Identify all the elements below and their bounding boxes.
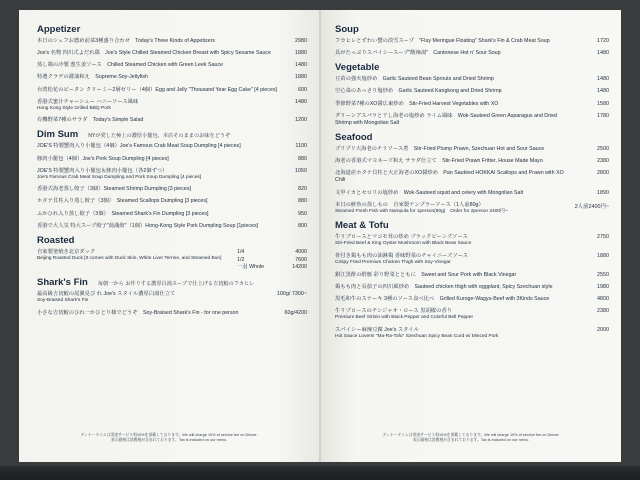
menu-item xyxy=(335,284,609,291)
duck-price: 14200 xyxy=(292,264,307,271)
section-header xyxy=(335,132,609,143)
menu-item xyxy=(37,186,307,193)
menu-item xyxy=(37,168,307,182)
menu-section xyxy=(335,62,609,127)
item-name: 具がたっぷりスパイシースープ"酸辣湯" Cantonese Hot n' Sour Soup xyxy=(335,50,501,57)
item-text-group xyxy=(335,272,516,279)
item-text-group xyxy=(335,284,553,291)
item-text-group xyxy=(335,101,498,108)
item-text-group xyxy=(37,117,143,124)
item-name: 有機野菜7種のサラダ Today's Simple Salad xyxy=(37,117,144,124)
item-name: Joe's 名物 四川式よだれ鶏 Joe's Style Chilled Steamed Chicken Breast with Spicy Sesame Sauce xyxy=(37,50,271,57)
item-name-en: Joe's Famous Crab Meat Soup Dumpling and Pork Soup Dumpling [4 pieces] xyxy=(37,174,202,180)
item-name: 特選クラゲの醤油和え Supreme Soy-Jellyfish xyxy=(37,74,148,81)
item-price: 2380 xyxy=(597,307,609,314)
duck-price: 4000 xyxy=(295,248,307,255)
section-title: Dim Sum xyxy=(37,129,79,141)
item-text-group xyxy=(37,99,138,113)
section-header xyxy=(335,220,609,231)
item-text-group xyxy=(335,234,471,248)
menu-item xyxy=(37,156,307,163)
item-text-group xyxy=(37,74,148,81)
footer-line: 表示価格は消費税が含まれております。Tax is included on our menu. xyxy=(110,438,228,443)
item-name-en: Steamed Fresh Fish with Nampula for 1person(80g) Order for 2person 2400円~ xyxy=(335,208,508,214)
item-price: 2000 xyxy=(597,326,609,333)
section-sharks-fin xyxy=(37,277,307,317)
menu-footer xyxy=(19,433,319,444)
section-title: Roasted xyxy=(37,234,75,246)
menu-section xyxy=(335,220,609,340)
menu-item xyxy=(335,50,609,57)
menu-item xyxy=(335,170,609,184)
item-text-group xyxy=(335,88,502,95)
menu-item xyxy=(37,310,307,317)
menu-item xyxy=(335,76,609,83)
item-price: 1880 xyxy=(295,74,307,81)
item-name-en: Hong Kong Style Grilled BBQ Pork xyxy=(37,105,111,111)
menu-item xyxy=(335,146,609,153)
item-text-group xyxy=(37,62,223,69)
item-text-group xyxy=(335,327,498,341)
item-name: 銀江黒酢の酢豚 彩り野菜とともに Sweet and Sour Pork with Black Vinegar xyxy=(335,271,517,278)
item-name: 豚肉小籠包（4個）Joe's Pork Soup Dumpling [4 pieces] xyxy=(37,155,169,162)
item-name: 牛リブロースのチンジャオ・ロース 黒胡椒の香り xyxy=(335,307,452,314)
item-price: 1480 xyxy=(295,62,307,69)
item-text-group xyxy=(335,190,523,197)
item-text-group xyxy=(335,113,575,127)
duck-price: 7600 xyxy=(295,256,307,263)
item-name: フカヒレとずわい蟹の淡雪スープ "Fluy Meringue Floating" Shark's Fin & Crab Meat Soup xyxy=(335,38,550,44)
item-name: JOE'S 特製蟹肉入り小籠包＆豚肉小籠包（各2個ずつ） xyxy=(37,167,168,174)
duck-size: 一羽 Whole xyxy=(237,264,265,271)
item-text-group xyxy=(335,170,575,184)
menu-section xyxy=(37,24,307,124)
item-name: プリプリ大海老のチリソース煮 Stir-Fried Plump Prawn, Szechuan Hot and Sour Sauce xyxy=(335,145,545,152)
item-name: 黒毛和牛のステーキ 3種のソース食べ比べ Grilled Kuroge-Wagyu-Beef with 3Kinds Sauce xyxy=(335,295,550,302)
menu-item xyxy=(335,113,609,127)
section-roasted xyxy=(37,235,307,272)
menu-page-right xyxy=(321,10,621,462)
item-text-group xyxy=(37,143,241,150)
item-name: 鶏もも肉と長茄子の四川風炒め Sauteed chicken thigh with eggplant, Spicy Szechuan style xyxy=(335,283,553,290)
item-name: スパイシー麻辣豆腐 Joe's スタイル xyxy=(335,326,419,333)
menu-item xyxy=(37,223,307,230)
item-text-group xyxy=(37,87,277,94)
menu-item xyxy=(37,117,307,124)
item-name: ホタテ貝柱入り蒸し餃子（3個） Steamed Scallops Dumpling [3 pieces] xyxy=(37,198,208,205)
footer-line: ディナータイムは別途サービス料10%を頂戴しております。We will charge 10% of service fee on Dinner. xyxy=(80,432,258,437)
item-text-group xyxy=(335,38,550,45)
item-text-group xyxy=(37,211,208,218)
item-price: 2人前2400円~ xyxy=(574,203,609,210)
duck-price-row xyxy=(237,249,307,257)
item-price: 60g/4200 xyxy=(284,309,307,316)
item-text-group xyxy=(335,50,501,57)
item-text-group xyxy=(37,168,201,182)
section-header xyxy=(37,129,307,140)
item-name-en: Premium Beef Sirloin with Black Pepper and Colorful Bell Pepper xyxy=(335,315,474,321)
item-price: 800 xyxy=(298,222,307,229)
item-price: 600 xyxy=(298,86,307,93)
duck-price-list xyxy=(237,249,307,272)
section-note: 毎朝一から お作りする濃厚白湯スープで仕上げる吉切鮫のフカヒレ xyxy=(97,280,255,287)
menu-section xyxy=(335,24,609,57)
footer-line: ディナータイムは別途サービス料10%を頂戴しております。We will charge 10% of service fee on Dinner. xyxy=(382,432,560,437)
table-surface xyxy=(0,466,640,480)
menu-item xyxy=(335,308,609,322)
duck-size: 1/4 xyxy=(237,248,245,255)
menu-item xyxy=(37,99,307,113)
menu-page-left xyxy=(19,10,319,462)
menu-item xyxy=(335,158,609,165)
menu-item xyxy=(37,74,307,81)
item-name: 香港で大人気 特大スープ餃子"湯滿餃"（1個）Hong-Kong Style Pork Dumpling Soup [1pieces] xyxy=(37,222,259,229)
item-name-en: Crispy Fried Premium Chicken Thigh with Soy-Vinegar xyxy=(335,260,451,266)
item-text-group xyxy=(37,156,169,163)
item-name: 文甲イカとセロリの塩炒め Wok-Sauteed squid and celery with Mongolian Salt xyxy=(335,189,524,196)
menu-item xyxy=(335,296,609,303)
item-price: 2550 xyxy=(597,271,609,278)
item-name: 本日の鮮魚の蒸しもの 自家製ナンプラーソース（1人前80g） xyxy=(335,201,484,208)
menu-section xyxy=(37,129,307,229)
item-name: 小さな吉切鮫のひれ一かひとり様でどうぞ Soy-Braised Shark's Fin - for one person xyxy=(37,309,239,316)
item-name-en: Beijing Roasted Duck [It comes with Duck Skin, White Liver Terrine, and Steamed Bun] xyxy=(37,256,222,262)
section-header xyxy=(335,24,609,35)
item-name: 蒸し鶏の冷製 葱生姜ソース Chilled Steamed Chicken with Green Leek Sauce xyxy=(37,62,224,69)
duck-size: 1/2 xyxy=(237,256,245,263)
section-title: Vegetable xyxy=(335,62,380,74)
item-name: 北海道産ホタテ貝柱と大正海老のXO醤炒め Pan Sautéed HOKKAI Scallops and Prawn with XO Chili xyxy=(335,170,564,184)
menu-item xyxy=(335,88,609,95)
item-name: グリーンアスパラと干し海老の塩炒め ライム風味 Wok-Sauteed Green Asparagus and Dried Shrimp with Mongolian Salt xyxy=(335,112,557,126)
item-price: 1480 xyxy=(597,76,609,83)
item-text-group xyxy=(37,291,175,305)
duck-price-row xyxy=(237,264,307,272)
menu-item xyxy=(37,291,307,305)
item-name: 空心菜のあっさり塩炒め Garlic Sauteed Kangkong and Dried Shrimp xyxy=(335,88,502,95)
item-price: 2750 xyxy=(597,234,609,241)
section-title: Soup xyxy=(335,24,359,35)
item-name-en: Soy-Braised Shark's Fin xyxy=(37,298,89,304)
item-price: 2380 xyxy=(597,158,609,165)
section-title: Meat & Tofu xyxy=(335,220,389,232)
menu-item xyxy=(37,211,307,218)
menu-item xyxy=(37,87,307,94)
menu-item xyxy=(335,327,609,341)
item-price: 1580 xyxy=(597,100,609,107)
menu-item xyxy=(37,198,307,205)
item-text-group xyxy=(37,223,258,230)
section-header xyxy=(37,24,307,35)
item-price: 1050 xyxy=(295,167,307,174)
item-price: 1200 xyxy=(295,117,307,124)
item-name: 香港式蜜汁チャーシュー ハニーソース風味 xyxy=(37,98,139,105)
menu-item xyxy=(37,50,307,57)
item-price: 820 xyxy=(298,186,307,193)
menu-item xyxy=(335,253,609,267)
item-price: 1780 xyxy=(597,112,609,119)
menu-item xyxy=(37,62,307,69)
item-name: 骨付き鶏もも肉の油淋鶏 香味野菜のチャイニーズソース xyxy=(335,252,468,259)
menu-item xyxy=(335,234,609,248)
item-text-group xyxy=(37,186,191,193)
item-name: 季節野菜7種のXO醤広東炒め Stir-Fried Harvest Vegetables with XO xyxy=(335,100,499,107)
item-text-group xyxy=(335,76,494,83)
item-price: 1720 xyxy=(597,38,609,44)
item-name: 最高級吉切鮫の尾翼見び れ Joe's スタイル濃厚白湯仕立て xyxy=(37,290,176,297)
item-price: 1100 xyxy=(295,143,307,150)
item-price: 2800 xyxy=(597,170,609,177)
item-price: 100g/ 7300~ xyxy=(276,290,307,297)
menu-item xyxy=(37,38,307,45)
item-name-en: Stir-Fried Beef & King Oyster Mushroom with Black Bean Sauce xyxy=(335,241,472,247)
item-price: 1480 xyxy=(597,88,609,95)
item-price: 4800 xyxy=(597,295,609,302)
item-name: 自家製釜焼き北京ダック xyxy=(37,248,96,255)
item-price: 1480 xyxy=(295,98,307,105)
item-text-group xyxy=(37,198,207,205)
section-title: Seafood xyxy=(335,131,373,143)
item-price: 1480 xyxy=(597,50,609,57)
section-header xyxy=(335,62,609,73)
menu-item xyxy=(335,272,609,279)
item-name: 牛リブロースとマコモ茸の炒め ブラックビーンズソース xyxy=(335,234,468,241)
item-price: 1980 xyxy=(597,283,609,290)
item-price: 2500 xyxy=(597,145,609,152)
item-text-group xyxy=(37,310,238,317)
menu-item xyxy=(37,143,307,150)
menu-item-beijing-duck xyxy=(37,249,307,272)
footer-line: 表示価格は消費税が含まれております。Tax is included on our menu. xyxy=(412,438,530,443)
item-price: 1880 xyxy=(597,252,609,259)
item-text-group xyxy=(335,308,473,322)
item-text-group xyxy=(335,253,468,267)
item-text-group xyxy=(335,146,544,153)
item-name: 香港式海老蒸し餃子（3個）Steamed Shrimp Dumpling [3 pieces] xyxy=(37,186,191,193)
section-title: Shark's Fin xyxy=(37,276,88,288)
item-price: 1880 xyxy=(295,50,307,57)
item-text-group xyxy=(37,38,215,45)
menu-item xyxy=(335,202,609,216)
menu-section xyxy=(335,132,609,215)
item-name-en: Hot Sauce Lovers! "Ma-Ra-Tofu" Szechuan Spicy Bean Curd w/ Minced Pork xyxy=(335,333,499,339)
menu-item xyxy=(335,101,609,108)
item-name: 海老の香港式マヨネーズ和え サラダ仕立て Stir-Fried Prawn Fritter, House Made Mayo xyxy=(335,158,543,165)
item-text-group xyxy=(335,296,549,303)
section-note: NYが愛した極上の濃厚小籠包、本店そのままのお味をどうぞ xyxy=(88,133,231,140)
menu-item xyxy=(335,38,609,45)
menu-item xyxy=(335,190,609,197)
item-name: ふかひれ入り蒸し餃子（3個） Steamed Shark's Fin Dumpling [3 pieces] xyxy=(37,210,209,217)
item-price: 880 xyxy=(298,198,307,205)
item-text-group xyxy=(335,158,543,165)
item-name: 豆苗の強火塩炒め Garlic Sauteed Bean Sprouts and Dried Shrimp xyxy=(335,76,494,83)
item-name: 本日のシェフお薦め前菜3種盛り合わせ Today's Three Kinds of Appetizers xyxy=(37,38,216,44)
item-name: JOE'S 特製蟹肉入り小籠包（4個）Joe's Famous Crab Meat Soup Dumpling [4 pieces] xyxy=(37,143,241,150)
item-price: 2980 xyxy=(295,38,307,44)
item-text-group xyxy=(37,50,271,57)
item-price: 950 xyxy=(298,210,307,217)
menu-footer xyxy=(321,433,621,444)
item-name: 台湾松花のピータン クリーミー2層ゼリー（4個）Egg and Jelly "Thousand Year Egg Cake" [4 pieces] xyxy=(37,86,277,93)
item-price: 1890 xyxy=(597,189,609,196)
item-price: 880 xyxy=(298,155,307,162)
item-text-group xyxy=(335,202,508,216)
section-title: Appetizer xyxy=(37,24,81,35)
